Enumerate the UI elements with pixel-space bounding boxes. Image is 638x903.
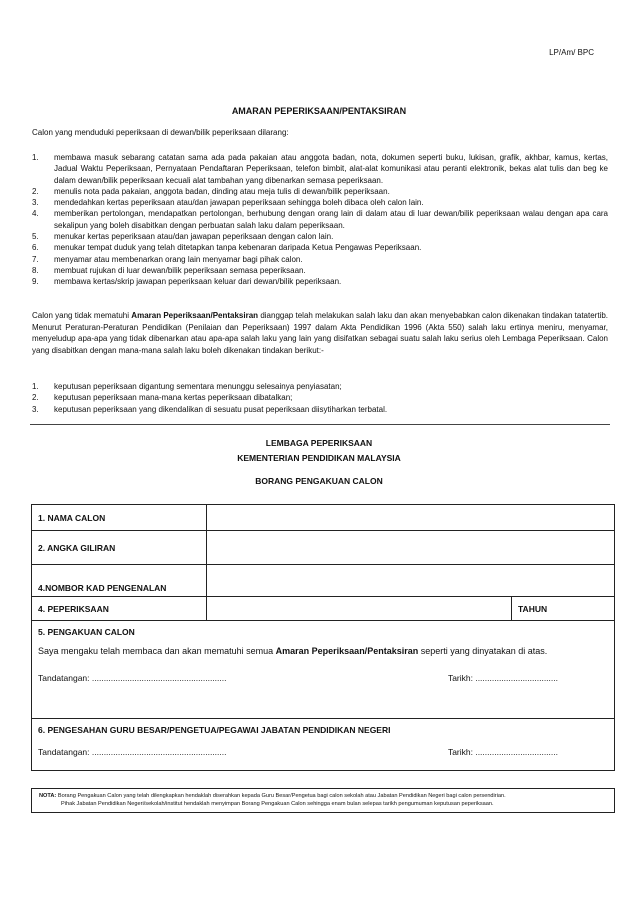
declaration-form <box>31 504 615 771</box>
prohibition-item <box>32 186 608 197</box>
list-text: menyamar atau membenarkan orang lain menyamar bagi pihak calon. <box>54 254 303 264</box>
org-name: LEMBAGA PEPERIKSAAN <box>265 438 373 448</box>
penalty-paragraph: Calon yang tidak mematuhi Amaran Peperiksaan/Pentaksiran dianggap telah melakukan salah laku dan akan menyebabkan calon dikenakan tindakan tatatertib. Menurut Peraturan-Peraturan Pendidikan (Penilaian dan Peperiksaan) 1997 dalam Akta Pendidikan 1996 (Akta 550) salah laku ertinya meniru, menyamar, menyeludup apa-apa yang tidak dibenarkan atau apa-apa salah laku yang lain yang disifatkan sebagai suatu salah laku serius oleh Lembaga Peperiksaan. Calon yang disabitkan dengan mana-mana salah laku boleh dikenakan tindakan berikut:- <box>32 311 609 355</box>
name-field[interactable] <box>207 505 615 531</box>
list-number: 9. <box>32 277 39 287</box>
list-text: keputusan peperiksaan mana-mana kertas peperiksaan dibatalkan; <box>54 393 293 403</box>
list-text: membawa masuk sebarang catatan sama ada pada pakaian atau anggota badan, nota, dokumen seperti buku, lukisan, grafik, akhbar, kamus, kertas, Jadual Waktu Peperiksaan, Pernyataan Pendaftaran Peperiksaan, telefon bimbit, alat-alat komunikasi atau peranti elektronik, bekas alat tulis dan beg ke dalam dewan/bilik peperiksaan kecuali alat tambahan yang dibenarkan semasa peperiksaan. <box>54 153 608 185</box>
prohibition-item <box>32 152 608 186</box>
endorsement-section <box>32 719 615 771</box>
ministry-name: KEMENTERIAN PENDIDIKAN MALAYSIA <box>237 453 401 463</box>
candidate-signature-line[interactable]: Tandatangan: ......................................................... <box>38 673 227 683</box>
note-text-2: Pihak Jabatan Pendidikan Negeri/sekolah/institut hendaklah menyimpan Borang Pengakuan Calon sehingga enam bulan selepas tarikh pengumuman keputusan peperiksaan. <box>61 800 494 807</box>
action-item <box>32 392 608 403</box>
official-signature-line[interactable]: Tandatangan: ......................................................... <box>38 747 227 757</box>
list-text: keputusan peperiksaan yang dikendalikan di sesuatu pusat peperiksaan diisytiharkan terbatal. <box>54 404 388 414</box>
list-number: 3. <box>32 198 39 208</box>
endorsement-title: 6. PENGESAHAN GURU BESAR/PENGETUA/PEGAWAI JABATAN PENDIDIKAN NEGERI <box>38 725 391 735</box>
list-text: menukar tempat duduk yang telah ditetapkan tanpa kebenaran daripada Ketua Pengawas Peperiksaan. <box>54 243 422 253</box>
name-label: 1. NAMA CALON <box>32 505 207 531</box>
action-item <box>32 381 608 392</box>
penalty-bold: Amaran Peperiksaan/Pentaksiran <box>131 311 259 320</box>
action-item <box>32 404 608 415</box>
list-number: 7. <box>32 254 39 264</box>
prohibition-item <box>32 254 608 265</box>
exam-field[interactable] <box>207 597 512 621</box>
list-text: keputusan peperiksaan digantung sementara menunggu selesainya penyiasatan; <box>54 382 342 391</box>
prohibition-item <box>32 231 608 242</box>
prohibition-item <box>32 208 608 231</box>
prohibition-item <box>32 276 608 287</box>
list-text: membawa kertas/skrip jawapan peperiksaan keluar dari dewan/bilik peperiksaan. <box>54 277 342 287</box>
declaration-title: 5. PENGAKUAN CALON <box>38 627 135 637</box>
list-text: memberikan pertolongan, mendapatkan pertolongan, berhubung dengan orang lain di dalam atau di luar dewan/bilik peperiksaan walau dengan apa cara sekalipun yang boleh disabitkan dengan perbuatan salah laku dalam peperiksaan. <box>54 209 608 230</box>
year-label: TAHUN <box>512 597 615 621</box>
official-date-line[interactable]: Tarikh: ................................... <box>447 747 558 757</box>
list-number: 1. <box>32 382 39 391</box>
list-text: menukar kertas peperiksaan atau/dan jawapan peperiksaan dengan calon lain. <box>54 232 334 242</box>
note-text-1: Borang Pengakuan Calon yang telah dilengkapkan hendaklah diserahkan kepada Guru Besar/Pengetua bagi calon sekolah atau Jabatan Pendidikan Negeri bagi calon persendirian. <box>56 793 506 799</box>
note-box <box>31 788 615 813</box>
list-number: 4. <box>32 209 39 219</box>
action-list <box>32 381 608 415</box>
candidate-date-line[interactable]: Tarikh: ................................... <box>447 673 558 683</box>
prohibition-item <box>32 265 608 276</box>
declaration-section <box>32 621 615 719</box>
prohibition-item <box>32 242 608 253</box>
ic-number-field[interactable] <box>207 565 615 597</box>
list-text: membuat rujukan di luar dewan/bilik peperiksaan semasa peperiksaan. <box>54 265 306 275</box>
exam-label: 4. PEPERIKSAAN <box>32 597 207 621</box>
list-number: 3. <box>32 404 39 414</box>
warning-title: AMARAN PEPERIKSAAN/PENTAKSIRAN <box>231 106 407 116</box>
prohibition-item <box>32 197 608 208</box>
list-number: 5. <box>32 232 39 242</box>
section-divider <box>30 424 610 425</box>
ic-number-label: 4.NOMBOR KAD PENGENALAN <box>32 565 207 597</box>
note-label: NOTA: <box>39 793 57 799</box>
list-number: 1. <box>32 153 39 162</box>
list-number: 2. <box>32 186 39 196</box>
declaration-text: Saya mengaku telah membaca dan akan mematuhi semua Amaran Peperiksaan/Pentaksiran seperti yang dinyatakan di atas. <box>38 646 548 656</box>
index-number-field[interactable] <box>207 531 615 565</box>
reference-code: LP/Am/ BPC <box>549 48 594 57</box>
list-text: mendedahkan kertas peperiksaan atau/dan jawapan peperiksaan sehingga boleh dibaca oleh calon lain. <box>54 198 424 208</box>
index-number-label: 2. ANGKA GILIRAN <box>32 531 207 565</box>
list-number: 8. <box>32 265 39 275</box>
list-number: 6. <box>32 243 39 253</box>
prohibition-list <box>32 152 608 288</box>
list-text: menulis nota pada pakaian, anggota badan, dinding atau meja tulis di dewan/bilik peperiksaan. <box>54 186 390 196</box>
list-number: 2. <box>32 393 39 403</box>
form-title: BORANG PENGAKUAN CALON <box>255 476 383 486</box>
warning-intro: Calon yang menduduki peperiksaan di dewan/bilik peperiksaan dilarang: <box>32 128 289 137</box>
